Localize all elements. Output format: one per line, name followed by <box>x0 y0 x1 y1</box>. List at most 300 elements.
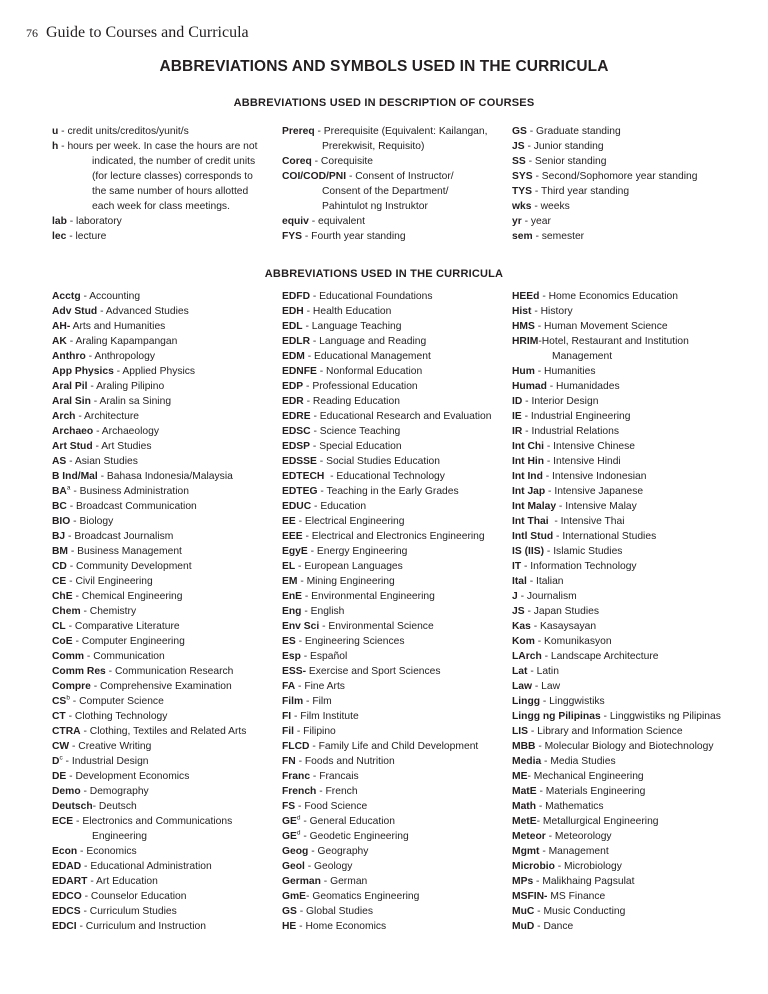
abbrev-entry <box>512 514 752 529</box>
section-title-course-descriptions: ABBREVIATIONS USED IN DESCRIPTION OF COURSES <box>233 97 535 109</box>
abbrev-term: HRIM <box>512 336 539 347</box>
abbrev-entry <box>52 769 280 784</box>
abbrev-term: Acctg <box>52 291 81 302</box>
abbrev-definition: - Geodetic Engineering <box>300 831 409 842</box>
abbrev-entry <box>512 829 752 844</box>
abbrev-term: Lingg ng Pilipinas <box>512 711 601 722</box>
abbrev-term: Int Jap <box>512 486 546 497</box>
abbrev-term: u <box>52 126 59 137</box>
abbrev-term: SS <box>512 156 526 167</box>
abbrev-definition: - Art Education <box>87 876 158 887</box>
abbrev-entry <box>512 529 752 544</box>
abbrev-definition: - Science Teaching <box>310 426 401 437</box>
abbrev-term: CW <box>52 741 70 752</box>
abbrev-entry <box>52 679 280 694</box>
abbrev-term: DE <box>52 771 67 782</box>
abbrev-definition: - Music Conducting <box>534 906 626 917</box>
abbrev-term: EDL <box>282 321 303 332</box>
abbrev-term: EL <box>282 561 296 572</box>
abbrev-term: Int Ind <box>512 471 543 482</box>
abbrev-definition: - Electrical Engineering <box>295 516 405 527</box>
abbrev-definition: - Intensive Chinese <box>544 441 636 452</box>
abbrev-entry <box>512 769 752 784</box>
abbrev-definition: - Archaeology <box>93 426 160 437</box>
abbrev-definition: - Art Studies <box>92 441 152 452</box>
abbrev-definition: - Nonformal Education <box>316 366 423 377</box>
abbrev-term: GE <box>282 831 297 842</box>
abbrev-entry <box>512 319 752 334</box>
abbrev-term: EDSSE <box>282 456 317 467</box>
abbrev-definition: - Advanced Studies <box>97 306 189 317</box>
abbrev-definition: - Francais <box>310 771 359 782</box>
abbrev-entry <box>512 229 742 244</box>
abbrev-entry <box>512 154 742 169</box>
abbrev-entry <box>282 124 504 154</box>
abbrev-definition: - Mining Engineering <box>297 576 395 587</box>
abbrev-term: ES <box>282 636 296 647</box>
abbrev-entry <box>52 739 280 754</box>
abbrev-entry <box>282 349 510 364</box>
abbrev-entry <box>512 694 752 709</box>
abbrev-definition: - Educational Management <box>304 351 431 362</box>
abbrev-definition: - Metallurgical Engineering <box>536 816 659 827</box>
curricula-abbrev-column-2 <box>282 289 510 934</box>
abbrev-entry <box>52 439 280 454</box>
section-title-curricula: ABBREVIATIONS USED IN THE CURRICULA <box>264 268 504 280</box>
abbrev-superscript: d <box>296 829 301 837</box>
abbrev-term: BJ <box>52 531 66 542</box>
abbrev-definition: - Intensive Malay <box>556 501 637 512</box>
abbrev-term: Anthro <box>52 351 86 362</box>
abbrev-definition: Arts and Humanities <box>70 321 166 332</box>
abbrev-entry <box>52 214 272 229</box>
abbrev-term: wks <box>512 201 532 212</box>
abbrev-entry <box>512 334 752 364</box>
abbrev-definition-continuation: indicated, the number of credit units <box>92 156 256 167</box>
abbrev-term: CE <box>52 576 67 587</box>
abbrev-definition: - Demography <box>80 786 149 797</box>
abbrev-definition: - Meteorology <box>545 831 612 842</box>
abbrev-definition: - Chemical Engineering <box>72 591 183 602</box>
abbrev-definition: - Fourth year standing <box>302 231 406 242</box>
abbrev-definition: - English <box>301 606 345 617</box>
abbrev-entry <box>282 754 510 769</box>
abbrev-definition: - Professional Education <box>303 381 418 392</box>
abbrev-entry <box>282 514 510 529</box>
abbrev-definition: - Intensive Thai <box>548 516 625 527</box>
abbrev-term: CT <box>52 711 66 722</box>
abbrev-entry <box>52 859 280 874</box>
abbrev-entry <box>512 289 752 304</box>
abbrev-entry <box>282 829 510 844</box>
abbrev-entry <box>52 664 280 679</box>
abbrev-term: Int Chi <box>512 441 545 452</box>
abbrev-definition: Exercise and Sport Sciences <box>306 666 441 677</box>
abbrev-definition-continuation: each week for class meetings. <box>92 201 230 212</box>
abbrev-entry <box>512 454 752 469</box>
abbrev-term: EDM <box>282 351 305 362</box>
abbrev-entry <box>282 529 510 544</box>
abbrev-definition: - Malikhaing Pagsulat <box>533 876 635 887</box>
abbrev-entry <box>282 694 510 709</box>
abbrev-entry <box>282 634 510 649</box>
abbrev-definition: - Teaching in the Early Grades <box>317 486 459 497</box>
abbrev-term: JS <box>512 606 525 617</box>
abbrev-term: EDSP <box>282 441 311 452</box>
abbrev-definition: - Engineering Sciences <box>295 636 405 647</box>
abbrev-entry <box>52 649 280 664</box>
abbrev-definition: - Global Studies <box>296 906 374 917</box>
abbrev-definition: - Linggwistiks ng Pilipinas <box>600 711 721 722</box>
abbrev-entry <box>282 154 504 169</box>
course-abbrev-column-2 <box>282 124 504 244</box>
abbrev-term: D <box>52 756 60 767</box>
abbrev-definition: - Industrial Design <box>62 756 149 767</box>
abbrev-term: Chem <box>52 606 81 617</box>
abbrev-term: EDCI <box>52 921 77 932</box>
abbrev-term: EDFD <box>282 291 311 302</box>
abbrev-definition: - Komunikasyon <box>534 636 612 647</box>
abbrev-definition: - year <box>521 216 551 227</box>
abbrev-term: EDAD <box>52 861 82 872</box>
abbrev-definition: - Communication Research <box>105 666 234 677</box>
abbrev-definition: - Management <box>539 846 609 857</box>
abbrev-definition: - Education <box>311 501 367 512</box>
abbrev-term: Coreq <box>282 156 312 167</box>
abbrev-entry <box>512 484 752 499</box>
abbrev-superscript: c <box>59 754 63 762</box>
abbrev-entry <box>512 619 752 634</box>
abbrev-term: CD <box>52 561 67 572</box>
abbrev-entry <box>282 289 510 304</box>
abbrev-term: EDCO <box>52 891 82 902</box>
abbrev-term: Comm <box>52 651 85 662</box>
abbrev-term: Lingg <box>512 696 541 707</box>
abbrev-definition: - Educational Administration <box>81 861 212 872</box>
abbrev-entry <box>512 184 742 199</box>
abbrev-definition: - Italian <box>526 576 564 587</box>
abbrev-entry <box>512 754 752 769</box>
abbrev-definition-continuation: Consent of the Department/ <box>322 186 449 197</box>
abbrev-entry <box>52 844 280 859</box>
abbrev-term: Mgmt <box>512 846 540 857</box>
abbrev-term: AH- <box>52 321 71 332</box>
abbrev-entry <box>282 844 510 859</box>
abbrev-term: Franc <box>282 771 311 782</box>
abbrev-definition: - Islamic Studies <box>544 546 623 557</box>
abbrev-definition: - Linggwistiks <box>540 696 605 707</box>
abbrev-entry <box>282 469 510 484</box>
abbrev-term: CL <box>52 621 66 632</box>
abbrev-entry <box>512 814 752 829</box>
abbrev-term: GS <box>282 906 297 917</box>
abbrev-term: Eng <box>282 606 302 617</box>
abbrev-definition: - Development Economics <box>66 771 190 782</box>
abbrev-entry <box>512 709 752 724</box>
abbrev-term: MPs <box>512 876 534 887</box>
abbrev-definition: - Geography <box>308 846 369 857</box>
abbrev-definition: - Economics <box>77 846 137 857</box>
abbrev-entry <box>52 784 280 799</box>
abbrev-definition: - Educational Technology <box>324 471 445 482</box>
abbrev-entry <box>52 799 280 814</box>
abbrev-entry <box>512 874 752 889</box>
abbrev-term: BC <box>52 501 67 512</box>
abbrev-entry <box>52 589 280 604</box>
abbrev-term: Deutsch <box>52 801 93 812</box>
abbrev-term: JS <box>512 141 525 152</box>
abbrev-term: IE <box>512 411 522 422</box>
abbrev-entry <box>512 424 752 439</box>
abbrev-definition: - Language Teaching <box>302 321 402 332</box>
abbrev-term: FS <box>282 801 296 812</box>
abbrev-definition: - Corequisite <box>311 156 373 167</box>
page-number: 76 <box>26 26 38 40</box>
abbrev-entry <box>52 409 280 424</box>
abbrev-definition: - Deutsch <box>92 801 137 812</box>
abbrev-term: Geol <box>282 861 305 872</box>
abbrev-definition: - Araling Kapampangan <box>66 336 178 347</box>
abbrev-entry <box>52 889 280 904</box>
abbrev-definition: - equivalent <box>308 216 366 227</box>
abbrev-definition: - Accounting <box>80 291 141 302</box>
abbrev-entry <box>282 319 510 334</box>
abbrev-term: Art Stud <box>52 441 93 452</box>
abbrev-term: AK <box>52 336 67 347</box>
abbrev-term: EDH <box>282 306 304 317</box>
abbrev-term: B Ind/Mal <box>52 471 98 482</box>
abbrev-entry <box>512 409 752 424</box>
abbrev-term: IT <box>512 561 522 572</box>
abbrev-definition: - French <box>316 786 358 797</box>
abbrev-entry <box>512 379 752 394</box>
abbrev-entry <box>52 904 280 919</box>
abbrev-term: Hum <box>512 366 535 377</box>
abbrev-entry <box>512 739 752 754</box>
abbrev-term: ECE <box>52 816 74 827</box>
abbrev-definition: - Civil Engineering <box>66 576 153 587</box>
abbrev-definition: - Family Life and Child Development <box>309 741 479 752</box>
abbrev-definition: - Film Institute <box>291 711 359 722</box>
abbrev-term: EDCS <box>52 906 81 917</box>
abbrev-definition: - hours per week. In case the hours are not <box>58 141 258 152</box>
abbrev-definition: - Filipino <box>294 726 336 737</box>
abbrev-definition: - Comparative Literature <box>65 621 180 632</box>
abbrev-term: IS (IIS) <box>512 546 545 557</box>
abbrev-definition: - Microbiology <box>554 861 622 872</box>
abbrev-term: Archaeo <box>52 426 94 437</box>
abbrev-term: Compre <box>52 681 91 692</box>
abbrev-term: Fil <box>282 726 295 737</box>
abbrev-definition: - Intensive Japanese <box>545 486 644 497</box>
abbrev-term: equiv <box>282 216 309 227</box>
abbrev-term: CTRA <box>52 726 81 737</box>
abbrev-definition-continuation: Engineering <box>92 831 147 842</box>
abbrev-entry <box>52 304 280 319</box>
abbrev-definition: - Latin <box>527 666 559 677</box>
abbrev-term: Law <box>512 681 533 692</box>
abbrev-definition: - Asian Studies <box>66 456 138 467</box>
abbrev-definition: - Chemistry <box>80 606 137 617</box>
abbrev-entry <box>282 814 510 829</box>
abbrev-entry <box>52 604 280 619</box>
abbrev-term: lab <box>52 216 67 227</box>
abbrev-entry <box>512 799 752 814</box>
abbrev-term: sem <box>512 231 533 242</box>
abbrev-definition: - Business Administration <box>70 486 189 497</box>
abbrev-term: Comm Res <box>52 666 106 677</box>
abbrev-definition: - Graduate standing <box>526 126 621 137</box>
abbrev-entry <box>512 904 752 919</box>
abbrev-term: Humad <box>512 381 547 392</box>
abbrev-entry <box>282 409 510 424</box>
abbrev-term: Int Hin <box>512 456 545 467</box>
abbrev-entry <box>512 679 752 694</box>
abbrev-term: MBB <box>512 741 536 752</box>
abbrev-entry <box>512 214 742 229</box>
abbrev-term: MuC <box>512 906 535 917</box>
abbrev-entry <box>52 814 280 844</box>
abbrev-definition: - Junior standing <box>524 141 604 152</box>
abbrev-entry <box>282 874 510 889</box>
abbrev-definition: - Interior Design <box>522 396 599 407</box>
abbrev-definition: - General Education <box>300 816 395 827</box>
abbrev-definition: - weeks <box>531 201 570 212</box>
abbrev-definition: - Business Management <box>68 546 182 557</box>
abbrev-entry <box>512 919 752 934</box>
course-abbrev-column-3 <box>512 124 742 244</box>
abbrev-definition: - Español <box>300 651 348 662</box>
abbrev-definition: - Social Studies Education <box>316 456 440 467</box>
abbrev-definition-continuation: Prerekwisit, Requisito) <box>322 141 425 152</box>
abbrev-definition: - Industrial Engineering <box>521 411 631 422</box>
abbrev-entry <box>512 604 752 619</box>
abbrev-term: MatE <box>512 786 537 797</box>
abbrev-entry <box>282 784 510 799</box>
abbrev-term: EE <box>282 516 296 527</box>
abbrev-entry <box>282 229 504 244</box>
abbrev-definition: - Curriculum Studies <box>80 906 177 917</box>
abbrev-definition: - Broadcast Journalism <box>65 531 174 542</box>
abbrev-entry <box>282 709 510 724</box>
abbrev-term: Adv Stud <box>52 306 98 317</box>
abbrev-term: LIS <box>512 726 529 737</box>
abbrev-term: CoE <box>52 636 73 647</box>
abbrev-term: Ital <box>512 576 527 587</box>
abbrev-entry <box>52 919 280 934</box>
abbrev-definition: - Food Science <box>295 801 368 812</box>
running-title: Guide to Courses and Curricula <box>46 24 249 41</box>
abbrev-entry <box>512 559 752 574</box>
abbrev-entry <box>52 634 280 649</box>
abbrev-term: Aral Pil <box>52 381 88 392</box>
abbrev-entry <box>282 499 510 514</box>
abbrev-definition: - Clothing Technology <box>65 711 168 722</box>
abbrev-term: EDP <box>282 381 304 392</box>
abbrev-definition: - Japan Studies <box>524 606 600 617</box>
abbrev-definition: - semester <box>532 231 585 242</box>
abbrev-term: h <box>52 141 59 152</box>
abbrev-entry <box>512 469 752 484</box>
abbrev-entry <box>512 199 742 214</box>
abbrev-entry <box>282 169 504 214</box>
abbrev-entry <box>512 889 752 904</box>
abbrev-term: J <box>512 591 518 602</box>
abbrev-entry <box>282 424 510 439</box>
abbrev-entry <box>282 859 510 874</box>
abbrev-definition: - Humanities <box>534 366 596 377</box>
abbrev-entry <box>282 574 510 589</box>
abbrev-entry <box>282 589 510 604</box>
abbrev-term: Intl Stud <box>512 531 554 542</box>
abbrev-definition: - Language and Reading <box>310 336 427 347</box>
abbrev-definition: - Aralin sa Sining <box>90 396 172 407</box>
abbrev-term: EDR <box>282 396 304 407</box>
abbrev-definition: - Biology <box>70 516 114 527</box>
abbrev-entry <box>52 139 272 214</box>
abbrev-entry <box>512 589 752 604</box>
abbrev-entry <box>52 364 280 379</box>
abbrev-entry <box>282 379 510 394</box>
abbrev-term: EDSC <box>282 426 311 437</box>
abbrev-definition: - Educational Research and Evaluation <box>310 411 492 422</box>
abbrev-term: EDLR <box>282 336 311 347</box>
abbrev-entry <box>52 619 280 634</box>
abbrev-definition: - credit units/creditos/yunit/s <box>58 126 189 137</box>
abbrev-entry <box>52 394 280 409</box>
abbrev-definition: - Mechanical Engineering <box>527 771 644 782</box>
abbrev-term: EM <box>282 576 298 587</box>
abbrev-term: Aral Sin <box>52 396 91 407</box>
abbrev-term: Prereq <box>282 126 315 137</box>
abbrev-term: BIO <box>52 516 71 527</box>
abbrev-definition: - Comprehensive Examination <box>90 681 232 692</box>
abbrev-term: IR <box>512 426 523 437</box>
abbrev-entry <box>52 499 280 514</box>
abbrev-term: EDTEG <box>282 486 318 497</box>
abbrev-term: yr <box>512 216 522 227</box>
abbrev-term: FN <box>282 756 296 767</box>
abbrev-term: FYS <box>282 231 303 242</box>
abbrev-term: FI <box>282 711 292 722</box>
abbrev-definition: MS Finance <box>547 891 606 902</box>
abbrev-entry <box>52 724 280 739</box>
abbrev-entry <box>512 139 742 154</box>
abbrev-entry <box>282 649 510 664</box>
abbrev-definition: - Broadcast Communication <box>66 501 197 512</box>
abbrev-term: Arch <box>52 411 76 422</box>
abbrev-term: EDNFE <box>282 366 317 377</box>
abbrev-term: COI/COD/PNI <box>282 171 347 182</box>
abbrev-term: ChE <box>52 591 73 602</box>
abbrev-entry <box>282 394 510 409</box>
abbrev-definition: - Environmental Science <box>319 621 434 632</box>
abbrev-entry <box>52 574 280 589</box>
abbrev-definition: - Educational Foundations <box>310 291 433 302</box>
abbrev-definition: - Creative Writing <box>69 741 152 752</box>
abbrev-term: CS <box>52 696 67 707</box>
abbrev-definition: - Human Movement Science <box>534 321 668 332</box>
abbrev-entry <box>512 724 752 739</box>
abbrev-superscript: d <box>296 814 301 822</box>
abbrev-entry <box>282 739 510 754</box>
abbrev-term: Esp <box>282 651 301 662</box>
abbrev-entry <box>512 394 752 409</box>
abbrev-entry <box>52 559 280 574</box>
abbrev-entry <box>52 124 272 139</box>
abbrev-definition: - Computer Engineering <box>72 636 185 647</box>
abbrev-definition: - Energy Engineering <box>307 546 408 557</box>
